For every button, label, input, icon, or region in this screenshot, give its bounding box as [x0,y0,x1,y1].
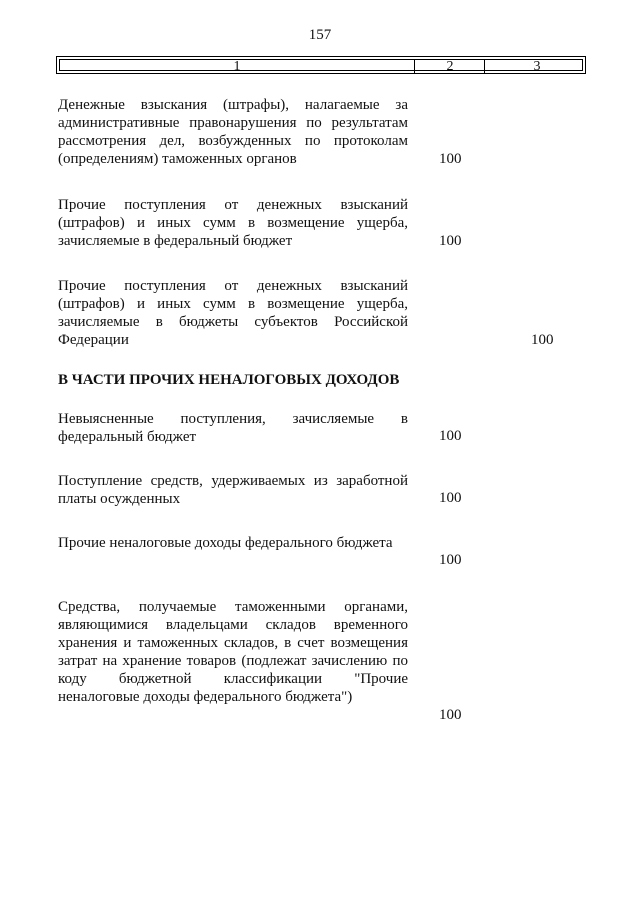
entry-fines-customs: Денежные взыскания (штрафы), налагаемые за административные правонарушения по результатам рассмотрения дел, возбужденных по протоколам (определениям) таможенных органов [58,97,408,167]
column-header-table [56,56,586,74]
entry-unclarified-col2: 100 [439,428,462,444]
entry-convicts-wages: Поступление средств, удерживаемых из заработной платы осужденных [58,473,408,507]
entry-convicts-wages-col2: 100 [439,490,462,506]
entry-other-nontax-col2: 100 [439,552,462,568]
entry-unclarified: Невыясненные поступления, зачисляемые в федеральный бюджет [58,411,408,445]
entry-customs-warehouses-col2: 100 [439,707,462,723]
column-header-1: 1 [233,59,241,74]
entry-other-federal: Прочие поступления от денежных взысканий (штрафов) и иных сумм в возмещение ущерба, зачисляемые в федеральный бюджет [58,197,408,249]
entry-other-regional: Прочие поступления от денежных взысканий (штрафов) и иных сумм в возмещение ущерба, зачисляемые в бюджеты субъектов Российской Федерации [58,278,408,348]
column-header-2: 2 [414,60,485,74]
section-title: В ЧАСТИ ПРОЧИХ НЕНАЛОГОВЫХ ДОХОДОВ [58,372,400,388]
entry-other-nontax: Прочие неналоговые доходы федерального бюджета [58,535,393,551]
column-header-3: 3 [484,60,589,74]
page-number: 157 [308,27,332,43]
entry-customs-warehouses: Средства, получаемые таможенными органами, являющимися владельцами складов временного хранения и таможенных складов, в счет возмещения затрат на хранение товаров (подлежат зачислению по коду бюджетной классификации "Прочие неналоговые доходы федерального бюджета") [58,599,408,705]
entry-other-federal-col2: 100 [439,233,462,249]
entry-other-regional-col3: 100 [531,332,554,348]
entry-fines-customs-col2: 100 [439,151,462,167]
